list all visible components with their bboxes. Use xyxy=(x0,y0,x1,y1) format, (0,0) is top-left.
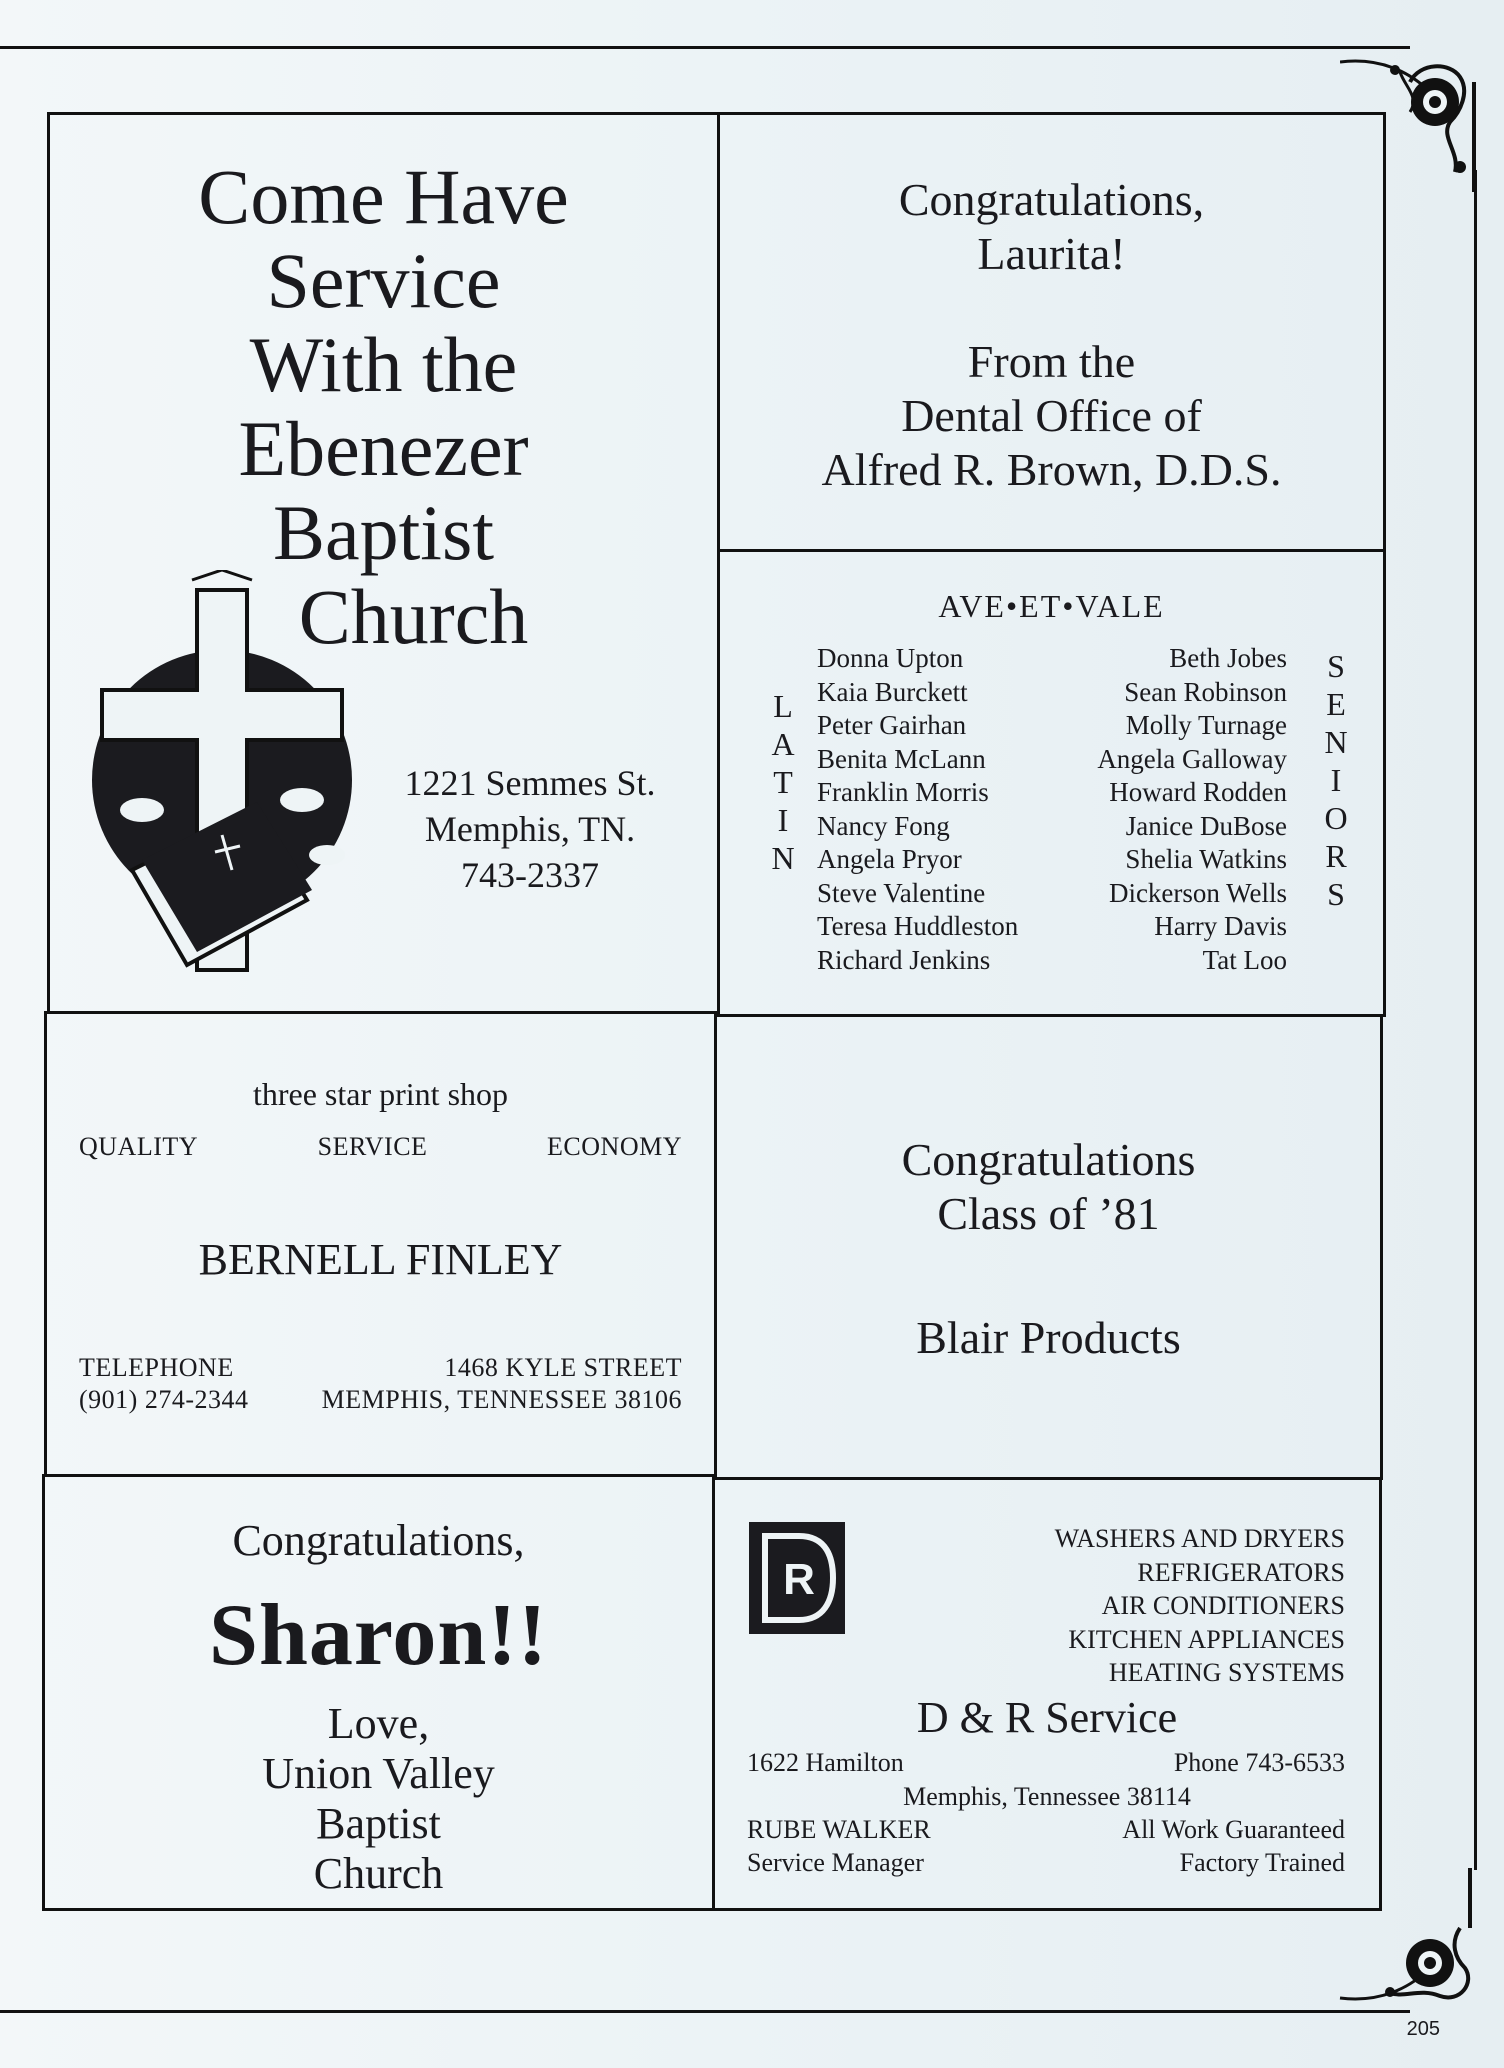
ad-dr-service xyxy=(712,1477,1382,1911)
senior-letter: I xyxy=(1330,762,1342,798)
latin-names xyxy=(817,642,1018,977)
blair-line: Class of ’81 xyxy=(937,1188,1160,1239)
tagline-service: SERVICE xyxy=(317,1132,428,1161)
latin-letter: T xyxy=(773,764,793,800)
ad-sharon-congrats xyxy=(42,1474,715,1911)
name-item: Benita McLann xyxy=(817,743,986,774)
dental-line: Dental Office of xyxy=(901,390,1202,441)
latin-vertical-label xyxy=(768,687,798,877)
dr-city: Memphis, Tennessee 38114 xyxy=(903,1782,1191,1811)
address-line: 743-2337 xyxy=(461,855,599,895)
senior-names xyxy=(1097,642,1287,977)
print-shop-contact xyxy=(79,1352,682,1416)
seniors-vertical-label xyxy=(1321,647,1351,913)
service-item: KITCHEN APPLIANCES xyxy=(1068,1624,1345,1654)
dr-manager-row xyxy=(747,1815,1345,1845)
street-address: 1468 KYLE STREET xyxy=(444,1353,682,1382)
name-item: Molly Turnage xyxy=(1125,710,1287,740)
headline-line: Church xyxy=(298,573,529,660)
name-item: Nancy Fong xyxy=(817,810,950,841)
name-item: Tat Loo xyxy=(1202,944,1287,975)
telephone-label: TELEPHONE xyxy=(79,1353,234,1382)
dental-line: Laurita! xyxy=(977,228,1126,279)
sharon-name: Sharon!! xyxy=(209,1587,548,1684)
telephone-number: (901) 274-2344 xyxy=(79,1385,249,1414)
senior-letter: O xyxy=(1324,800,1348,836)
cross-and-bible-icon xyxy=(72,570,372,990)
service-item: AIR CONDITIONERS xyxy=(1101,1591,1345,1620)
dr-services-list xyxy=(1055,1522,1345,1690)
name-item: Franklin Morris xyxy=(817,777,989,807)
sharon-signature xyxy=(45,1699,712,1899)
headline-line: Come Have xyxy=(198,153,569,240)
ave-title: AVE•ET•VALE xyxy=(938,588,1165,624)
dr-logo-icon xyxy=(749,1522,845,1634)
name-item: Steve Valentine xyxy=(817,877,986,908)
name-item: Angela Galloway xyxy=(1097,743,1287,774)
name-item: Howard Rodden xyxy=(1109,777,1287,807)
ad-ebenezer-church xyxy=(47,112,720,1014)
print-shop-title: three star print shop xyxy=(252,1076,509,1112)
name-item: Shelia Watkins xyxy=(1125,844,1287,874)
city-address: MEMPHIS, TENNESSEE 38106 xyxy=(321,1385,682,1414)
ad-blair-products xyxy=(714,1014,1383,1480)
signature-line: Union Valley xyxy=(262,1749,495,1798)
name-item: Janice DuBose xyxy=(1125,810,1287,841)
print-shop-tagline xyxy=(79,1132,682,1162)
senior-letter: S xyxy=(1327,648,1345,684)
latin-letter: I xyxy=(777,802,789,838)
latin-letter: N xyxy=(771,840,795,876)
right-rule xyxy=(1474,170,1477,1870)
ad-dental-office xyxy=(717,112,1386,552)
signature-line: Church xyxy=(313,1849,444,1898)
name-item: Peter Gairhan xyxy=(817,710,967,740)
dr-manager: RUBE WALKER xyxy=(747,1815,931,1844)
blair-line xyxy=(717,1241,1380,1311)
name-item: Donna Upton xyxy=(817,643,964,673)
address-line: 1221 Semmes St. xyxy=(404,763,656,803)
name-item: Richard Jenkins xyxy=(817,944,991,975)
senior-letter: N xyxy=(1324,724,1348,760)
name-item: Beth Jobes xyxy=(1169,643,1287,673)
tagline-quality: QUALITY xyxy=(79,1132,199,1161)
name-item: Kaia Burckett xyxy=(817,676,968,707)
name-item: Sean Robinson xyxy=(1124,676,1287,707)
dental-line: From the xyxy=(967,336,1136,387)
signature-line: Baptist xyxy=(316,1799,441,1848)
dr-street: 1622 Hamilton xyxy=(747,1748,904,1777)
dr-address-row xyxy=(747,1748,1345,1778)
dr-title-row xyxy=(747,1848,1345,1878)
senior-letter: E xyxy=(1326,686,1346,722)
dr-phone: Phone 743-6533 xyxy=(1173,1748,1345,1777)
sharon-congrats-line: Congratulations, xyxy=(232,1516,525,1565)
page-number: 205 xyxy=(1406,2018,1440,2040)
service-item: REFRIGERATORS xyxy=(1137,1557,1345,1587)
name-item: Harry Davis xyxy=(1154,911,1287,941)
signature-line: Love, xyxy=(327,1699,430,1748)
blair-line: Congratulations xyxy=(901,1134,1196,1185)
service-item: WASHERS AND DRYERS xyxy=(1054,1524,1345,1553)
name-item: Angela Pryor xyxy=(817,844,962,874)
dr-factory-trained: Factory Trained xyxy=(1179,1848,1345,1877)
dental-line: Alfred R. Brown, D.D.S. xyxy=(821,444,1282,495)
ebenezer-address xyxy=(360,760,700,898)
ad-print-shop xyxy=(44,1011,717,1477)
top-rule xyxy=(0,46,1410,49)
dental-line: Congratulations, xyxy=(898,174,1205,225)
senior-letter: R xyxy=(1325,838,1347,874)
ad-ave-et-vale xyxy=(717,549,1386,1017)
headline-line: Ebenezer xyxy=(238,405,529,492)
headline-line: With the xyxy=(249,321,518,408)
dr-manager-title: Service Manager xyxy=(747,1848,924,1877)
dr-guarantee: All Work Guaranteed xyxy=(1122,1815,1345,1844)
bottom-rule xyxy=(0,2010,1410,2013)
headline-line: Service xyxy=(266,237,501,324)
tagline-economy: ECONOMY xyxy=(547,1132,682,1161)
dr-logo-letter: R xyxy=(783,1555,815,1604)
name-item: Teresa Huddleston xyxy=(817,911,1019,941)
headline-line: Baptist xyxy=(272,489,494,576)
address-line: Memphis, TN. xyxy=(424,809,636,849)
blair-line: Blair Products xyxy=(916,1312,1181,1363)
senior-letter: S xyxy=(1327,876,1345,912)
dental-line xyxy=(720,281,1383,335)
dr-business-name: D & R Service xyxy=(916,1693,1178,1742)
print-shop-owner: BERNELL FINLEY xyxy=(198,1235,563,1284)
latin-letter: A xyxy=(771,726,795,762)
service-item: HEATING SYSTEMS xyxy=(1108,1658,1345,1687)
latin-letter: L xyxy=(773,688,793,724)
name-item: Dickerson Wells xyxy=(1108,877,1287,908)
